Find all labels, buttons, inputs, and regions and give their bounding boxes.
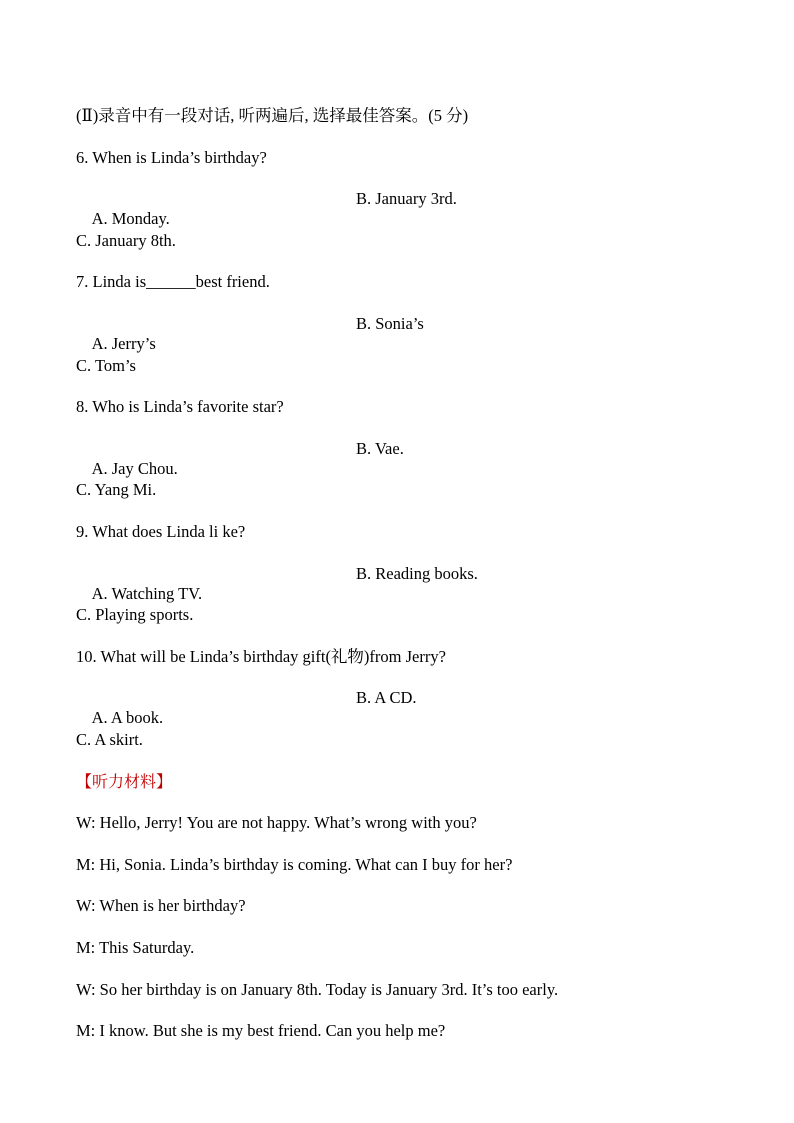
dialogue-line: M: Hi, Sonia. Linda’s birthday is coming. What can I buy for her?	[76, 855, 513, 874]
listening-material-heading: 【听力材料】	[76, 772, 173, 791]
question-7-option-c: C. Tom’s	[76, 356, 136, 375]
question-10-stem: 10. What will be Linda’s birthday gift(礼物)from Jerry?	[76, 647, 446, 666]
dialogue-line: W: Hello, Jerry! You are not happy. What’s wrong with you?	[76, 813, 477, 832]
question-8-option-c: C. Yang Mi.	[76, 480, 157, 499]
question-8-option-a: A. Jay Chou.	[91, 459, 178, 478]
question-8-options-row	[76, 439, 404, 519]
question-10-option-a: A. A book.	[91, 708, 164, 727]
question-6-option-c: C. January 8th.	[76, 231, 176, 250]
question-9-option-c: C. Playing sports.	[76, 605, 194, 624]
question-8-option-b: B. Vae.	[356, 439, 404, 458]
question-10-options-row	[76, 688, 417, 768]
question-9-options-row	[76, 564, 478, 644]
dialogue-line: M: I know. But she is my best friend. Can you help me?	[76, 1021, 446, 1040]
question-6-stem: 6. When is Linda’s birthday?	[76, 148, 267, 167]
dialogue-line: W: So her birthday is on January 8th. Today is January 3rd. It’s too early.	[76, 980, 559, 999]
question-7-option-a: A. Jerry’s	[91, 334, 156, 353]
dialogue-line: W: When is her birthday?	[76, 896, 246, 915]
question-6-option-a: A. Monday.	[91, 209, 170, 228]
section-title: (Ⅱ)录音中有一段对话, 听两遍后, 选择最佳答案。(5 分)	[76, 106, 469, 125]
question-6-options-row	[76, 189, 457, 269]
question-10-option-b: B. A CD.	[356, 688, 417, 707]
question-7-option-b: B. Sonia’s	[356, 314, 424, 333]
dialogue-line: M: This Saturday.	[76, 938, 195, 957]
question-7-options-row	[76, 314, 424, 394]
question-7-stem: 7. Linda is______best friend.	[76, 272, 270, 291]
question-9-stem: 9. What does Linda li ke?	[76, 522, 246, 541]
question-9-option-b: B. Reading books.	[356, 564, 478, 583]
question-6-option-b: B. January 3rd.	[356, 189, 457, 208]
question-8-stem: 8. Who is Linda’s favorite star?	[76, 397, 284, 416]
question-9-option-a: A. Watching TV.	[91, 584, 203, 603]
question-10-option-c: C. A skirt.	[76, 730, 143, 749]
